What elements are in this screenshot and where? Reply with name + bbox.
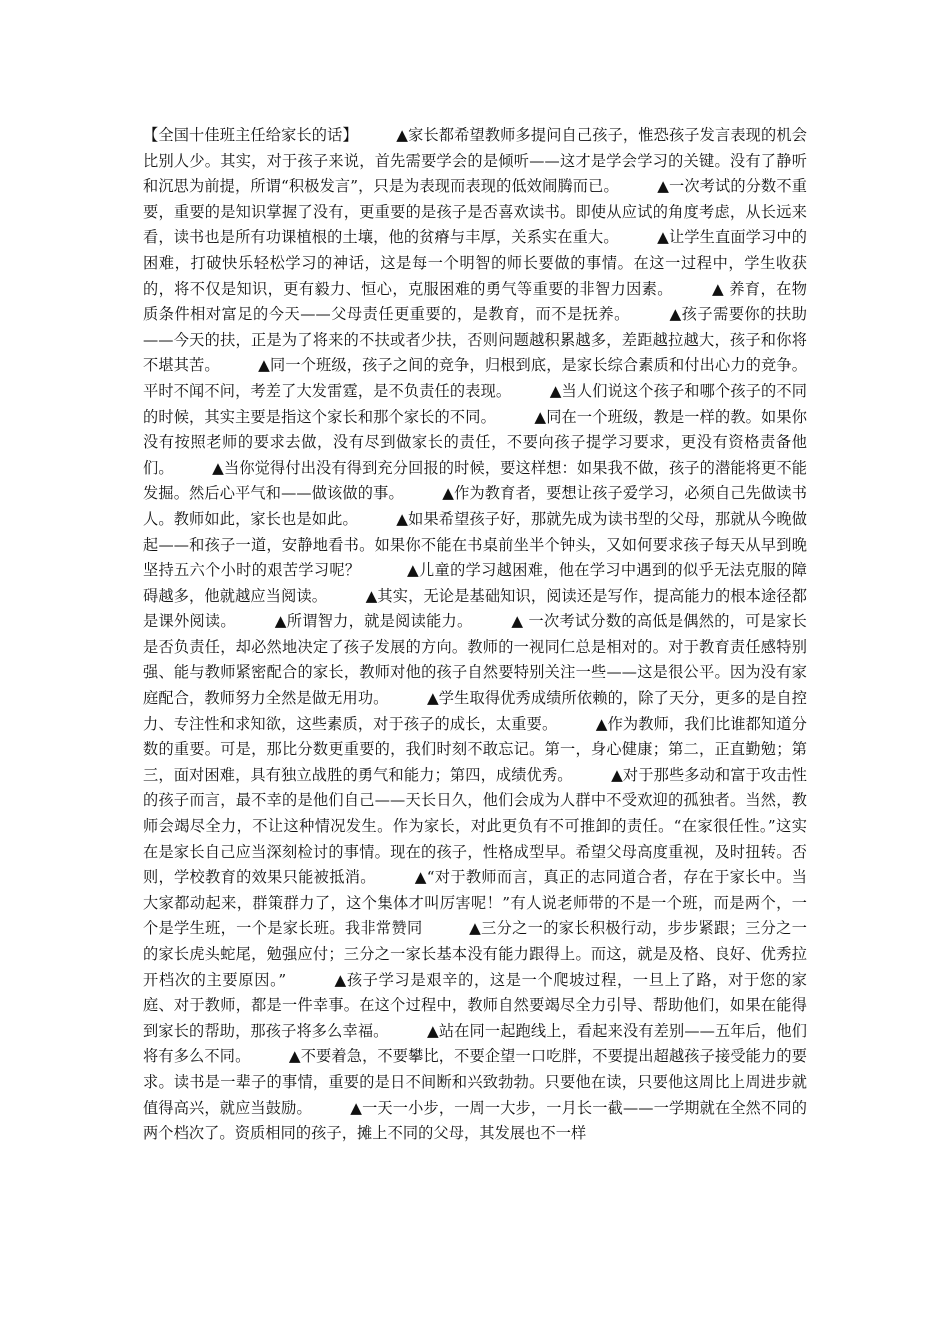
document-heading: 【全国十佳班主任给家长的话】 <box>143 126 351 144</box>
paragraph: ▲ 养育，在物质条件相对富足的今天——父母责任更重要的，是教育，而不是抚养。 <box>143 279 807 324</box>
paragraph: ▲其实，无论是基础知识，阅读还是写作，提高能力的根本途径都是课外阅读。 <box>143 586 807 631</box>
paragraph-gap <box>350 510 396 528</box>
paragraph-gap <box>320 587 366 605</box>
paragraph-gap <box>622 305 669 323</box>
paragraph-gap <box>396 484 442 502</box>
paragraph-gap <box>286 971 334 989</box>
paragraph-gap <box>665 280 712 298</box>
paragraph-gap <box>550 715 596 733</box>
paragraph: ▲家长都希望教师多提问自己孩子，惟恐孩子发言表现的机会比别人少。其实，对于孩子来说，首先需要学会的是倾听——这才是学会学习的关键。没有了静听和沉思为前提，所谓“积极发言”，只是为表现而表现的低效闹腾而已。 <box>143 126 807 196</box>
paragraph-gap <box>228 612 274 630</box>
paragraph-gap <box>423 919 470 937</box>
paragraph-gap <box>360 561 407 579</box>
paragraph-gap <box>611 177 657 195</box>
paragraph-gap <box>381 1022 427 1040</box>
paragraph: ▲孩子学习是艰辛的，这是一个爬坡过程，一旦上了路，对于您的家庭、对于教师，都是一件幸事。在这个过程中，教师自然要竭尽全力引导、帮助他们，如果在能得到家长的帮助，那孩子将多么幸福。 <box>143 970 807 1040</box>
paragraph: ▲当你觉得付出没有得到充分回报的时候，要这样想：如果我不做，孩子的潜能将更不能发掘。然后心平气和——做该做的事。 <box>143 458 807 503</box>
paragraph: ▲一次考试的分数不重要，重要的是知识掌握了没有，更重要的是孩子是否喜欢读书。即使从应试的角度考虑，从长远来看，读书也是所有功课植根的土壤，他的贫瘠与丰厚，关系实在重大。 <box>143 177 807 247</box>
paragraph-gap <box>504 382 550 400</box>
paragraph-gap <box>368 868 415 886</box>
paragraph: ▲作为教育者，要想让孩子爱学习，必须自己先做读书人。教师如此，家长也是如此。 <box>143 484 807 528</box>
paragraph: ▲作为教师，我们比谁都知道分数的重要。可是，那比分数更重要的，我们时刻不敢忘记。第一，身心健康；第二，正直勤勉；第三，面对困难，具有独立战胜的勇气和能力；第四，成绩优秀。 <box>143 714 807 784</box>
paragraph-gap <box>304 1099 350 1117</box>
document-body <box>143 123 807 1147</box>
paragraph-gap <box>243 1047 289 1065</box>
paragraph: ▲当人们说这个孩子和哪个孩子的不同的时候，其实主要是指这个家长和那个家长的不同。 <box>143 381 807 426</box>
paragraph: ▲如果希望孩子好，那就先成为读书型的父母，那就从今晚做起——和孩子一道，安静地看书。如果你不能在书桌前坐半个钟头，又如何要求孩子每天从早到晚坚持五六个小时的艰苦学习呢？ <box>143 509 807 580</box>
paragraph: ▲所谓智力，就是阅读能力。 <box>274 612 465 631</box>
paragraph-gap <box>611 228 657 246</box>
paragraph-gap <box>381 689 427 707</box>
paragraph: ▲学生取得优秀成绩所依赖的，除了天分，更多的是自控力、专注性和求知欲，这些素质，对于孩子的成长，太重要。 <box>143 689 808 733</box>
paragraph-gap <box>212 356 258 374</box>
paragraph: ▲同一个班级，孩子之间的竞争，归根到底，是家长综合素质和付出心力的竞争。平时不闻不问，考差了大发雷霆，是不负责任的表现。 <box>143 356 807 400</box>
paragraph-gap <box>488 408 534 426</box>
paragraph-gap <box>465 612 511 630</box>
paragraph: ▲儿童的学习越困难，他在学习中遇到的似乎无法克服的障碍越多，他就越应当阅读。 <box>143 561 807 605</box>
paragraph: ▲一天一小步，一周一大步，一月长一截——一学期就在全然不同的两个档次了。资质相同的孩子，摊上不同的父母，其发展也不一样 <box>143 1098 807 1143</box>
paragraph: ▲对于那些多动和富于攻击性的孩子而言，最不幸的是他们自己——天长日久，他们会成为人群中不受欢迎的孤独者。当然，教师会竭尽全力，不让这种情况发生。作为家长，对此更负有不可推卸的责任。“在家很任性。”这实在是家长自己应当深刻检讨的事情。现在的孩子，性格成型早。希望父母高度重视，及时扭转。否则，学校教育的效果只能被抵消。 <box>143 765 808 887</box>
paragraph: ▲三分之一的家长积极行动，步步紧跟；三分之一的家长虎头蛇尾，勉强应付；三分之一家长基本没有能力跟得上。而这，就是及格、良好、优秀拉开档次的主要原因。” <box>143 919 807 989</box>
paragraph: ▲ 一次考试分数的高低是偶然的，可是家长是否负责任，却必然地决定了孩子发展的方向。教师的一视同仁总是相对的。对于教育责任感特别强、能与教师紧密配合的家长，教师对他的孩子自然要特别关注一些——这是很公平。因为没有家庭配合，教师努力全然是做无用功。 <box>143 612 807 708</box>
paragraph-gap <box>166 459 212 477</box>
paragraph-gap <box>565 766 611 784</box>
paragraph: ▲让学生直面学习中的困难，打破快乐轻松学习的神话，这是每一个明智的师长要做的事情。在这一过程中，学生收获的，将不仅是知识，更有毅力、恒心，克服困难的勇气等重要的非智力因素。 <box>143 228 808 298</box>
paragraph: ▲“对于教师而言，真正的志同道合者，存在于家长中。当大家都动起来，群策群力了，这个集体才叫厉害呢！”有人说老师带的不是一个班，而是两个，一个是学生班，一个是家长班。我非常赞同 <box>143 868 807 938</box>
paragraph: ▲孩子需要你的扶助——今天的扶，正是为了将来的不扶或者少扶，否则问题越积累越多，差距越拉越大，孩子和你将不堪其苦。 <box>143 305 807 375</box>
paragraph: ▲不要着急，不要攀比，不要企望一口吃胖，不要提出超越孩子接受能力的要求。读书是一辈子的事情，重要的是日不间断和兴致勃勃。只要他在读，只要他这周比上周进步就值得高兴，就应当鼓励。 <box>143 1047 807 1117</box>
paragraph: ▲站在同一起跑线上，看起来没有差别——五年后，他们将有多么不同。 <box>143 1021 807 1066</box>
paragraph-gap <box>350 126 396 144</box>
paragraph: ▲同在一个班级，教是一样的教。如果你没有按照老师的要求去做，没有尽到做家长的责任，不要向孩子提学习要求，更没有资格责备他们。 <box>143 407 808 477</box>
